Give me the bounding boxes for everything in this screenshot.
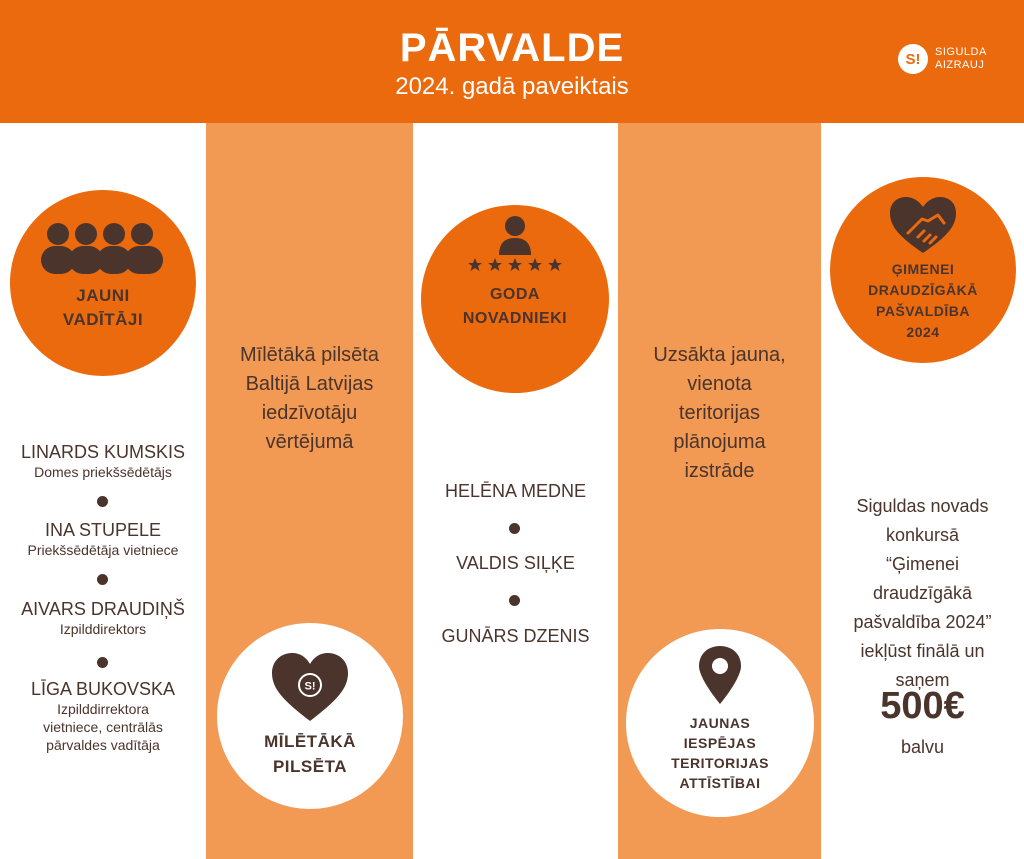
text-line: plānojuma — [673, 431, 766, 453]
text-line: vienota — [687, 373, 752, 395]
column-beloved-city — [206, 123, 413, 859]
leader-role-line: vietniece, centrālās — [43, 719, 163, 735]
column-honorary — [413, 123, 618, 859]
prize-amount: 500€ — [880, 685, 965, 727]
text-line: Mīlētākā pilsēta — [240, 344, 379, 366]
honorary-name: VALDIS SIĻĶE — [456, 553, 575, 573]
separator-dot — [509, 595, 520, 606]
text-line: Baltijā Latvijas — [245, 373, 374, 395]
honorary-badge-line-1: GODA — [489, 286, 540, 303]
text-line: vērtējumā — [265, 431, 354, 453]
beloved-badge-line-1: MĪLĒTĀKĀ — [264, 732, 356, 751]
text-line: teritorijas — [678, 402, 761, 424]
leader-role: Izpilddirektors — [59, 621, 147, 637]
column-territory — [618, 123, 821, 859]
logo-line-1: SIGULDA — [935, 46, 987, 58]
family-badge-line: PAŠVALDĪBA — [876, 303, 970, 319]
separator-dot — [509, 523, 520, 534]
text-line: saņem — [895, 670, 950, 690]
heart-logo-icon — [270, 651, 350, 723]
separator-dot — [97, 496, 108, 507]
beloved-badge-line-2: PILSĒTA — [272, 757, 347, 776]
territory-badge — [626, 629, 814, 817]
leaders-badge-line-2: VADĪTĀJI — [62, 310, 144, 329]
logo-text — [935, 46, 987, 72]
text-line: Uzsākta jauna, — [653, 344, 786, 366]
leader-name: LĪGA BUKOVSKA — [30, 679, 176, 699]
leader-role: Domes priekšsēdētājs — [34, 464, 172, 480]
text-line: “Ģimenei — [885, 554, 960, 574]
text-line: iekļūst finālā un — [860, 641, 985, 661]
text-line: konkursā — [885, 525, 960, 545]
family-text — [821, 492, 1024, 695]
logo-mark-icon: S! — [898, 44, 928, 74]
leader-entry — [0, 679, 206, 754]
leader-role-line: pārvaldes vadītāja — [46, 737, 160, 753]
leader-role: Priekšsēdētāja vietniece — [27, 542, 179, 558]
leader-entry — [0, 442, 206, 481]
column-family — [821, 123, 1024, 859]
text-line: izstrāde — [684, 460, 755, 482]
territory-badge-line: IESPĒJAS — [683, 735, 757, 751]
beloved-city-badge-label — [264, 729, 356, 779]
beloved-city-badge — [217, 623, 403, 809]
leader-role-line: Izpilddirrektora — [57, 701, 149, 717]
heart-handshake-icon — [888, 195, 958, 255]
prize-suffix: balvu — [900, 737, 945, 757]
sigulda-logo — [898, 44, 987, 74]
family-badge-line: 2024 — [906, 324, 940, 340]
text-line: draudzīgākā — [872, 583, 973, 603]
header-banner — [0, 0, 1024, 123]
heart-mark-text: S! — [304, 680, 316, 693]
territory-badge-line: ATTĪSTĪBAI — [679, 775, 761, 791]
logo-line-2: AIZRAUJ — [935, 59, 985, 71]
leader-entry — [0, 520, 206, 559]
family-badge — [830, 177, 1016, 363]
leaders-badge — [10, 190, 196, 376]
honorary-badge-line-2: NOVADNIEKI — [462, 310, 568, 327]
text-line: Siguldas novads — [856, 496, 989, 516]
family-badge-line: DRAUDZĪGĀKĀ — [868, 282, 978, 298]
leader-name: AIVARS DRAUDIŅŠ — [21, 599, 185, 619]
map-pin-icon — [697, 645, 743, 705]
leaders-badge-label — [63, 284, 143, 332]
territory-badge-line: TERITORIJAS — [671, 755, 769, 771]
territory-badge-label — [671, 713, 769, 793]
family-badge-label — [868, 259, 978, 343]
territory-badge-line: JAUNAS — [689, 715, 751, 731]
separator-dot — [97, 657, 108, 668]
honorary-name: HELĒNA MEDNE — [444, 481, 587, 501]
honorary-badge — [421, 205, 609, 393]
leader-name: INA STUPELE — [44, 520, 162, 540]
text-line: iedzīvotāju — [261, 402, 358, 424]
leader-entry — [0, 599, 206, 638]
beloved-city-text — [206, 341, 413, 457]
leader-name: LINARDS KUMSKIS — [20, 442, 186, 462]
honorary-name: GUNĀRS DZENIS — [441, 626, 590, 646]
text-line: pašvaldība 2024” — [853, 612, 992, 632]
territory-text — [618, 341, 821, 486]
family-badge-line: ĢIMENEI — [891, 261, 955, 277]
people-group-icon — [38, 218, 168, 276]
honorary-badge-label — [463, 283, 567, 331]
page-title: PĀRVALDE — [399, 26, 625, 70]
person-five-stars-icon — [465, 215, 565, 275]
column-leaders — [0, 123, 206, 859]
leaders-badge-line-1: JAUNI — [76, 286, 130, 305]
page-subtitle: 2024. gadā paveiktais — [395, 73, 629, 100]
separator-dot — [97, 574, 108, 585]
